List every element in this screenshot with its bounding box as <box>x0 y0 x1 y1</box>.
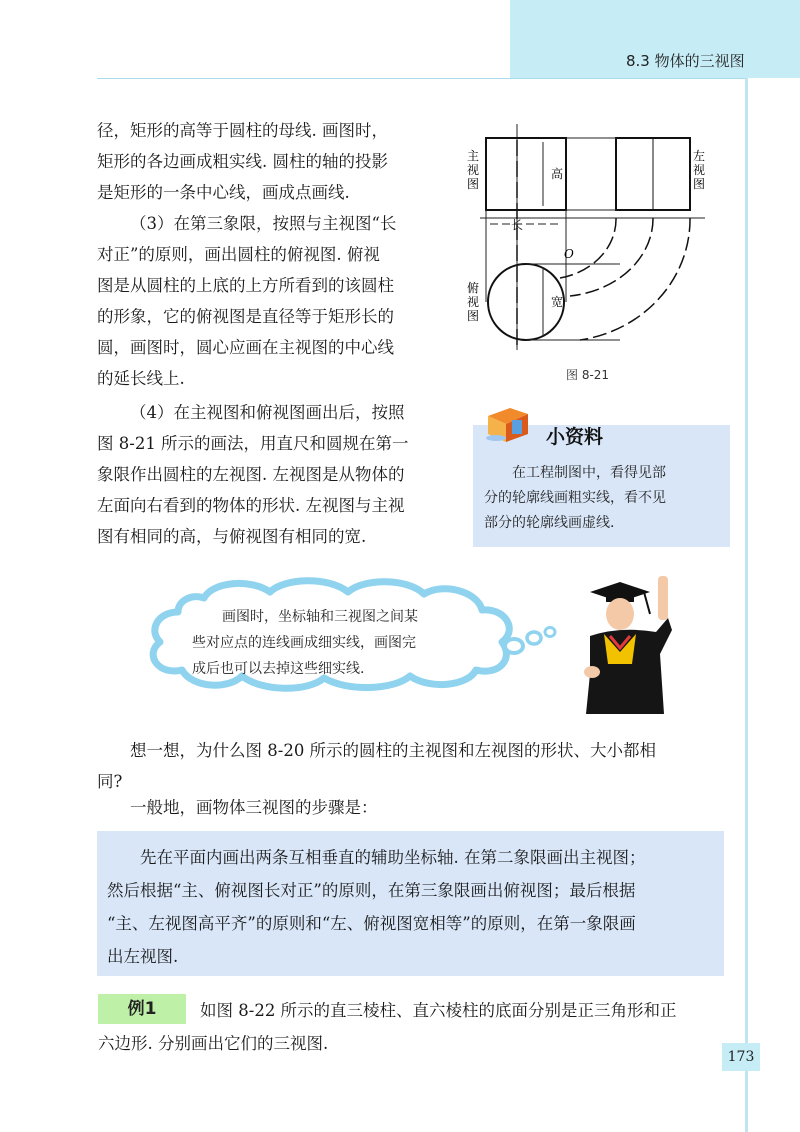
text-line: 的形象，它的俯视图是直径等于矩形长的 <box>97 307 394 326</box>
three-view-figure <box>460 120 710 360</box>
top-view-label-1: 俯 <box>467 281 480 295</box>
text-line: 矩形的各边画成粗实线. 圆柱的轴的投影 <box>97 152 388 171</box>
text-line: 然后根据“主、俯视图长对正”的原则，在第三象限画出俯视图；最后根据 <box>107 881 636 900</box>
example-tag: 例1 <box>98 994 186 1024</box>
figure-caption: 图 8-21 <box>566 368 610 382</box>
page-number: 173 <box>722 1043 760 1071</box>
info-body <box>484 461 722 536</box>
text-line: 径，矩形的高等于圆柱的母线. 画图时， <box>97 121 388 140</box>
text-line: （3）在第三象限，按照与主视图“长 <box>130 214 397 233</box>
example-text <box>98 994 677 1060</box>
cloud-note <box>192 604 418 682</box>
text-line: “主、左视图高平齐”的原则和“左、俯视图宽相等”的原则，在第一象限画 <box>107 914 636 933</box>
arc-middle <box>570 218 653 296</box>
main-view-label-2: 视 <box>467 163 480 177</box>
origin-label: O <box>564 247 574 261</box>
text-line: 画图时，坐标轴和三视图之间某 <box>222 609 418 625</box>
book-icon <box>484 402 540 446</box>
height-label: 高 <box>551 167 564 181</box>
text-line: （4）在主视图和俯视图画出后，按照 <box>130 403 405 422</box>
text-line: 在工程制图中，看得见部 <box>512 465 666 481</box>
text-line: 先在平面内画出两条互相垂直的辅助坐标轴. 在第二象限画出主视图； <box>140 848 646 867</box>
left-view-label-1: 左 <box>693 149 706 163</box>
paragraph-step-4 <box>97 397 409 552</box>
general-steps-intro <box>130 792 378 823</box>
text-line: 六边形. 分别画出它们的三视图. <box>98 1034 329 1053</box>
width-label: 宽 <box>551 295 564 309</box>
text-line: 如图 8-22 所示的直三棱柱、直六棱柱的底面分别是正三角形和正 <box>200 1001 677 1020</box>
summary-text <box>107 841 646 973</box>
info-title: 小资料 <box>546 426 604 448</box>
paragraph-1 <box>97 115 388 208</box>
think-question <box>97 735 656 797</box>
text-line: 左面向右看到的物体的形状. 左视图与主视 <box>97 496 405 515</box>
text-line: 象限作出圆柱的左视图. 左视图是从物体的 <box>97 465 405 484</box>
main-view-label-1: 主 <box>467 149 480 163</box>
paragraph-step-3 <box>97 208 396 394</box>
text-line: 图有相同的高，与俯视图有相同的宽. <box>97 527 367 546</box>
text-line: 图是从圆柱的上底的上方所看到的该圆柱 <box>97 276 394 295</box>
main-view-label-3: 图 <box>467 177 480 191</box>
text-line: 的延长线上. <box>97 369 185 388</box>
section-title: 8.3 物体的三视图 <box>626 52 745 70</box>
text-line: 图 8-21 所示的画法，用直尺和圆规在第一 <box>97 434 409 453</box>
text-line: 同? <box>97 772 123 791</box>
text-line: 分的轮廓线画粗实线，看不见 <box>484 490 666 506</box>
text-line: 一般地，画物体三视图的步骤是： <box>130 798 378 817</box>
text-line: 些对应点的连线画成细实线，画图完 <box>192 635 416 651</box>
text-line: 想一想，为什么图 8-20 所示的圆柱的主视图和左视图的形状、大小都相 <box>130 741 657 760</box>
text-line: 出左视图. <box>107 947 179 966</box>
text-line: 成后也可以去掉这些细实线. <box>192 661 365 677</box>
text-line: 部分的轮廓线画虚线. <box>484 515 615 531</box>
left-view-label-3: 图 <box>693 177 706 191</box>
top-view-label-3: 图 <box>467 309 480 323</box>
top-view-label-2: 视 <box>467 295 480 309</box>
text-line: 是矩形的一条中心线，画成点画线. <box>97 183 350 202</box>
right-margin-rule <box>745 78 748 1132</box>
text-line: 对正”的原则，画出圆柱的俯视图. 俯视 <box>97 245 380 264</box>
length-label: 长 <box>511 218 524 232</box>
graduate-student-illustration <box>580 574 690 714</box>
arc-outer <box>580 218 690 340</box>
header-rule <box>97 78 745 79</box>
left-view-label-2: 视 <box>693 163 706 177</box>
text-line: 圆，画图时，圆心应画在主视图的中心线 <box>97 338 394 357</box>
